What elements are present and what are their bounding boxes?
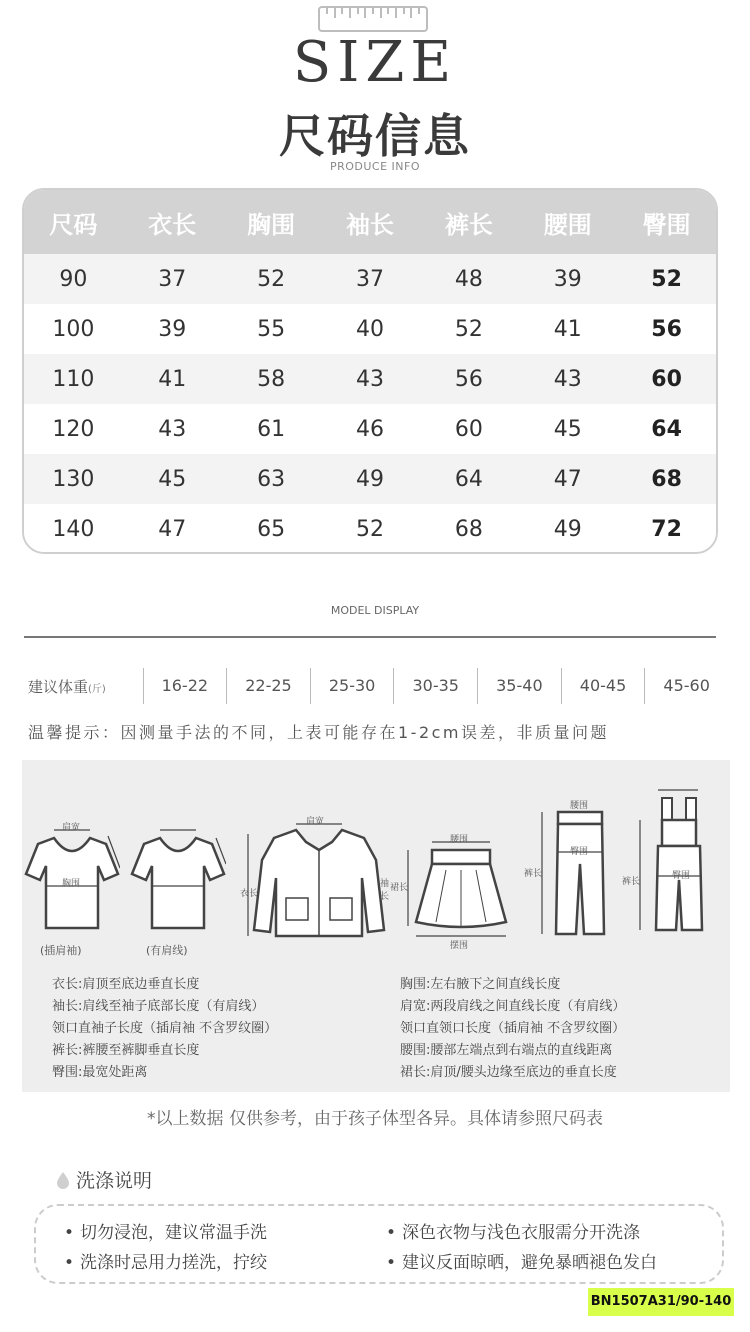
table-cell: 43: [158, 416, 187, 442]
ruler-icon: [318, 6, 428, 32]
table-row: [24, 354, 716, 404]
table-cell: 110: [52, 366, 95, 392]
table-cell: 49: [356, 466, 384, 492]
wash-item: • 建议反面晾晒，避免暴晒褪色发白: [386, 1248, 657, 1273]
divider: [24, 636, 716, 638]
wash-title-text: 洗涤说明: [76, 1170, 153, 1192]
table-cell: 120: [52, 416, 95, 442]
table-cell: 43: [356, 366, 384, 392]
weight-row: [28, 664, 728, 708]
weight-range: 45-60: [644, 668, 728, 704]
table-cell: 72: [651, 516, 682, 542]
definition-line: 肩宽:两段肩线之间直线长度（有肩线）: [400, 999, 626, 1014]
column-header: 袖长: [346, 210, 394, 239]
size-table-header: [24, 190, 716, 254]
table-cell: 40: [356, 316, 384, 342]
measurement-tip: 温馨提示：因测量手法的不同，上表可能存在1-2cm误差，非质量问题: [28, 723, 610, 742]
table-cell: 60: [454, 416, 483, 442]
shoulder-caption: (有肩线): [146, 944, 188, 957]
table-cell: 48: [454, 266, 483, 292]
table-cell: 58: [257, 366, 286, 392]
table-cell: 37: [158, 266, 187, 292]
table-row: [24, 404, 716, 454]
table-cell: 100: [52, 316, 95, 342]
wash-title: [56, 1166, 152, 1193]
table-cell: 37: [356, 266, 384, 292]
table-row: [24, 304, 716, 354]
table-cell: 140: [52, 516, 95, 542]
definitions-right: [400, 974, 625, 1084]
definition-line: 领口直袖子长度（插肩袖 不含罗纹圈）: [52, 1021, 278, 1036]
reference-note: *以上数据 仅供参考，由于孩子体型各异。具体请参照尺码表: [147, 1109, 603, 1129]
pants-diagram: [524, 801, 614, 944]
table-cell: 52: [651, 266, 682, 292]
raglan-caption: (插肩袖): [40, 944, 82, 957]
skirt-diagram: [390, 835, 516, 951]
page-subtitle: PRODUCE INFO: [329, 160, 421, 173]
size-heading: SIZE: [292, 30, 458, 95]
pants-length-tag: 裤长: [524, 869, 543, 879]
wash-item: • 深色衣物与浅色衣服需分开洗涤: [386, 1218, 640, 1243]
table-cell: 60: [651, 366, 682, 392]
table-cell: 130: [52, 466, 95, 492]
wash-item: • 切勿浸泡，建议常温手洗: [64, 1218, 267, 1243]
measurement-panel: [22, 760, 730, 1092]
wash-box: [34, 1204, 724, 1284]
wash-item: • 洗涤时忌用力搓洗，拧绞: [64, 1248, 267, 1273]
definition-line: 袖长:肩线至袖子底部长度（有肩线）: [52, 999, 265, 1014]
chest-tag: 胸围: [62, 879, 81, 889]
product-code-badge: BN1507A31/90-140: [588, 1288, 734, 1316]
skirt-length-tag: 裙长: [390, 883, 409, 893]
weight-unit: (斤): [88, 683, 106, 695]
table-cell: 52: [257, 266, 286, 292]
tshirt-shoulder-diagram: [130, 824, 226, 957]
size-table-body: [24, 254, 716, 554]
weight-label: 建议体重(斤): [28, 677, 106, 696]
definition-line: 臀围:最宽处距离: [52, 1065, 148, 1080]
column-header: 裤长: [444, 210, 493, 239]
weight-range: 16-22: [143, 668, 227, 704]
table-cell: 46: [356, 416, 384, 442]
table-cell: 47: [553, 466, 582, 492]
overalls-diagram: [622, 780, 720, 946]
length-tag: 衣长: [240, 889, 259, 899]
column-header: 衣长: [148, 210, 197, 239]
column-header: 胸围: [247, 210, 296, 239]
table-row: [24, 504, 716, 554]
table-cell: 64: [651, 416, 682, 442]
table-cell: 65: [257, 516, 286, 542]
page-title: 尺码信息: [279, 109, 471, 163]
definition-line: 胸围:左右腋下之间直线长度: [400, 977, 561, 992]
table-row: [24, 454, 716, 504]
table-cell: 49: [553, 516, 582, 542]
table-cell: 41: [158, 366, 187, 392]
table-cell: 68: [651, 466, 682, 492]
weight-range: 40-45: [561, 668, 645, 704]
table-cell: 56: [651, 316, 682, 342]
definition-line: 领口直领口长度（插肩袖 不含罗纹圈）: [400, 1021, 626, 1036]
shoulder-width-tag: 肩宽: [306, 817, 325, 827]
pants-hip-tag: 臀围: [570, 847, 589, 857]
water-drop-icon: [56, 1171, 70, 1189]
table-cell: 39: [553, 266, 582, 292]
jacket-diagram: [240, 817, 394, 940]
table-cell: 52: [356, 516, 384, 542]
table-cell: 47: [158, 516, 187, 542]
definition-line: 裤长:裤腰至裤脚垂直长度: [52, 1043, 200, 1058]
column-header: 腰围: [543, 210, 592, 239]
hem-tag: 摆围: [450, 941, 469, 951]
waist-tag: 腰围: [450, 835, 469, 845]
table-cell: 68: [454, 516, 483, 542]
table-cell: 45: [553, 416, 582, 442]
table-cell: 45: [158, 466, 187, 492]
definitions-left: [52, 974, 277, 1084]
weight-range: 35-40: [477, 668, 561, 704]
overalls-hip-tag: 臀围: [672, 871, 691, 881]
pants-waist-tag: 腰围: [570, 801, 589, 811]
table-row: [24, 254, 716, 304]
weight-range: 30-35: [393, 668, 477, 704]
overalls-length-tag: 裤长: [622, 877, 641, 887]
table-cell: 56: [454, 366, 483, 392]
weight-range: 25-30: [310, 668, 394, 704]
table-cell: 63: [257, 466, 286, 492]
sleeve-tag: 袖长: [380, 879, 390, 902]
table-cell: 90: [59, 266, 88, 292]
column-header: 尺码: [49, 210, 98, 239]
column-header: 臀围: [642, 210, 691, 239]
definition-line: 衣长:肩顶至底边垂直长度: [52, 977, 200, 992]
table-cell: 64: [454, 466, 483, 492]
table-cell: 61: [257, 416, 286, 442]
tshirt-raglan-diagram: [24, 823, 120, 957]
table-cell: 41: [553, 316, 582, 342]
table-cell: 39: [158, 316, 187, 342]
model-display-label: MODEL DISPLAY: [330, 604, 420, 617]
table-cell: 55: [257, 316, 286, 342]
table-cell: 52: [454, 316, 483, 342]
table-cell: 43: [553, 366, 582, 392]
size-table: [22, 188, 718, 554]
shoulder-tag: 肩宽: [62, 823, 81, 833]
definition-line: 裙长:肩顶/腰头边缘至底边的垂直长度: [400, 1065, 617, 1080]
weight-range: 22-25: [226, 668, 310, 704]
definition-line: 腰围:腰部左端点到右端点的直线距离: [400, 1043, 613, 1058]
